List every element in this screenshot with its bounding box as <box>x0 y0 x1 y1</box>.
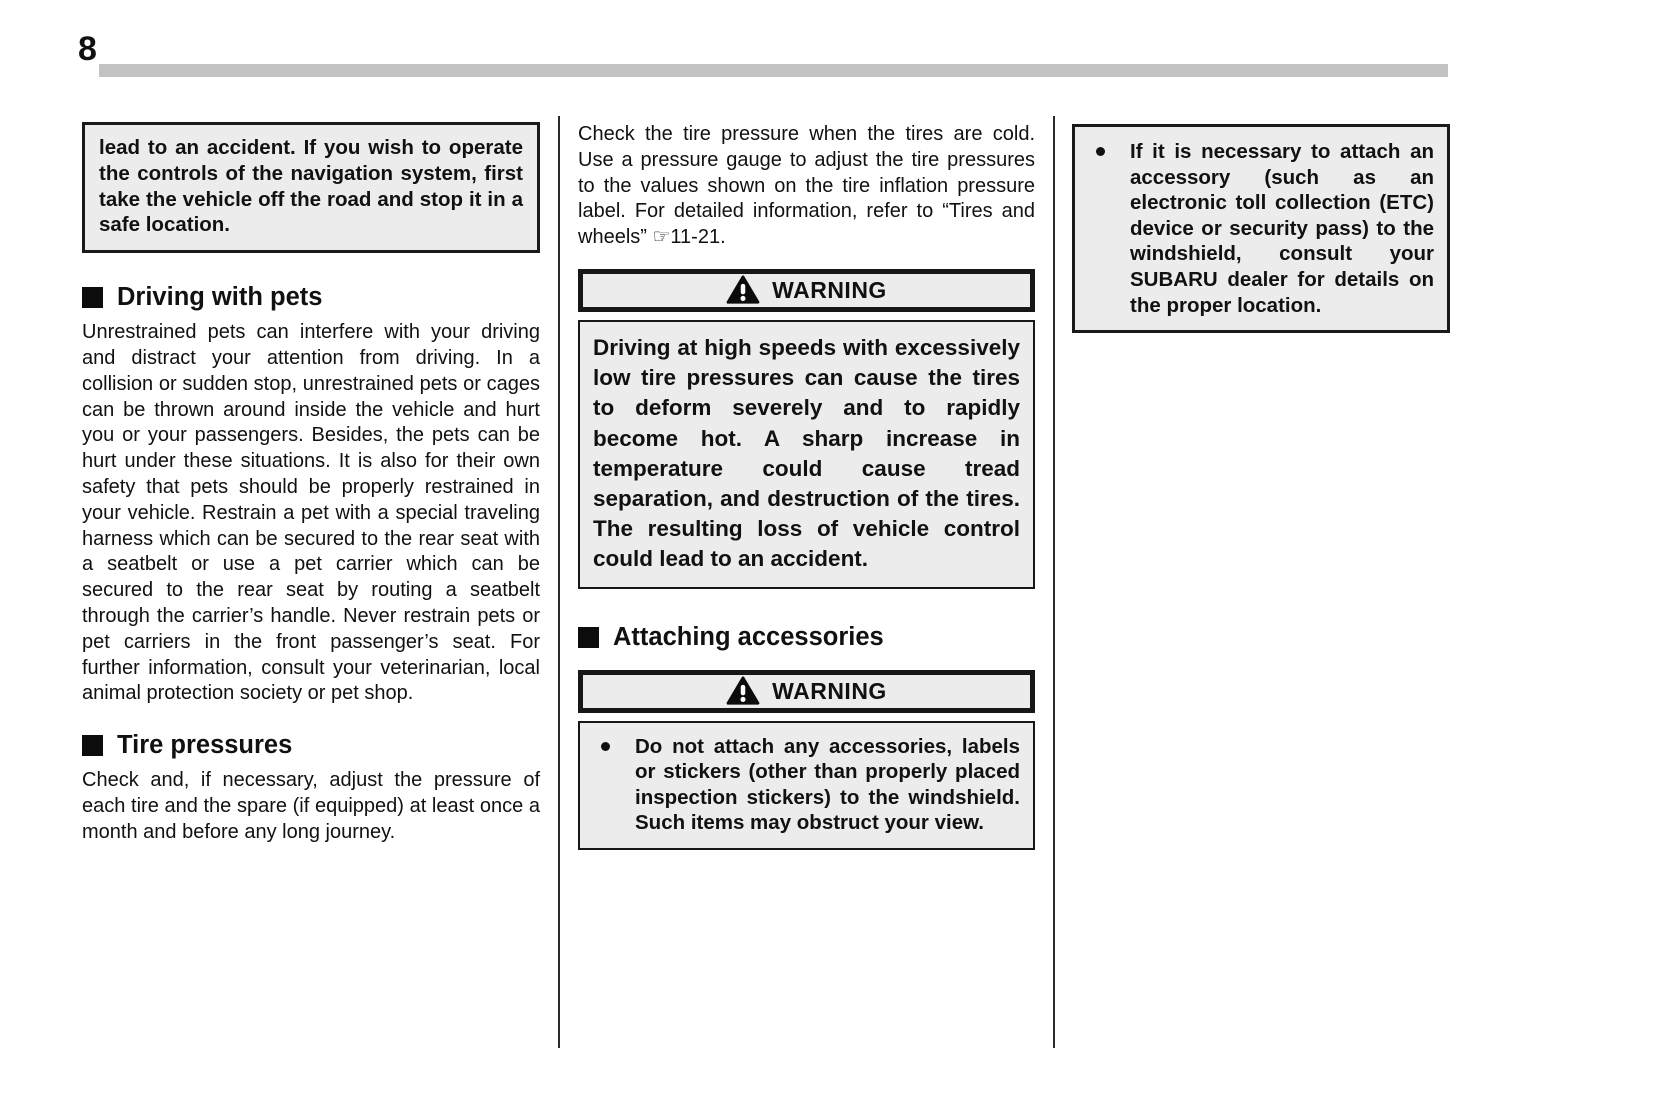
section-heading-label: Tire pressures <box>117 731 293 760</box>
warning-label: WARNING <box>772 276 887 303</box>
header-rule <box>99 64 1448 77</box>
section-heading-tire-pressures <box>82 731 540 760</box>
section-marker-icon <box>82 735 103 756</box>
tire-pressures-paragraph: Check and, if necessary, adjust the pressure of each tire and the spare (if equipped) at least once a month and before any long journey. <box>82 769 540 843</box>
section-heading-label: Attaching accessories <box>613 622 884 651</box>
section-heading-driving-with-pets <box>82 283 540 312</box>
bullet-icon <box>601 742 610 751</box>
tire-pressure-check-paragraph: Check the tire pressure when the tires are cold. Use a pressure gauge to adjust the tire pressures to the values shown on the tire inflation pressure label. For detailed information, refer to “Tires and wheels” ☞11-21. <box>578 123 1035 249</box>
warning-triangle-icon <box>726 275 760 305</box>
accessory-note-text: If it is necessary to attach an accessory (such as an electronic toll collection (ETC) device or security pass) to the windshield, consult your SUBARU dealer for details on the proper location. <box>1130 140 1434 317</box>
section-marker-icon <box>578 627 599 648</box>
accessory-bullet-item <box>1088 139 1434 318</box>
warning-label: WARNING <box>772 677 887 704</box>
column-divider-left <box>558 116 560 1048</box>
page-number: 8 <box>78 30 98 68</box>
driving-with-pets-paragraph: Unrestrained pets can interfere with your driving and distract your attention from driving. In a collision or sudden stop, unrestrained pets or cages can be thrown around inside the vehicle and hurt you or your passengers. Besides, the pets can be hurt under these situations. It is also for their own safety that pets should be properly restrained in your vehicle. Restrain a pet with a special traveling harness which can be secured to the rear seat with a seatbelt or use a pet carrier which can be secured to the rear seat by routing a seatbelt through the carrier’s handle. Never restrain pets or pet carriers in the front passenger’s seat. For further information, consult your veterinarian, local animal protection society or pet shop. <box>82 321 540 705</box>
navigation-note-box: lead to an accident. If you wish to operate the controls of the navigation system, first take the vehicle off the road and stop it in a safe location. <box>82 122 540 253</box>
left-column <box>82 118 540 846</box>
section-heading-label: Driving with pets <box>117 283 323 312</box>
accessory-note-box <box>1072 124 1450 333</box>
middle-column <box>578 118 1035 850</box>
warning-header-tire-pressure <box>578 269 1035 312</box>
warning-bullet-text: Do not attach any accessories, labels or stickers (other than properly placed inspection stickers) to the windshield. Such items may obstruct your view. <box>635 734 1020 835</box>
warning-header-accessories <box>578 670 1035 713</box>
warning-body-accessories <box>578 721 1035 850</box>
bullet-icon <box>1096 147 1105 156</box>
right-column <box>1072 118 1450 333</box>
warning-body-tire-pressure: Driving at high speeds with excessively low tire pressures can cause the tires to deform severely and to rapidly become hot. A sharp increase in temperature could cause tread separation, and destruction of the tires. The resulting loss of vehicle control could lead to an accident. <box>578 320 1035 589</box>
warning-bullet-item <box>593 734 1020 836</box>
warning-triangle-icon <box>726 676 760 706</box>
column-divider-right <box>1053 116 1055 1048</box>
section-marker-icon <box>82 287 103 308</box>
section-heading-attaching-accessories <box>578 623 1035 652</box>
